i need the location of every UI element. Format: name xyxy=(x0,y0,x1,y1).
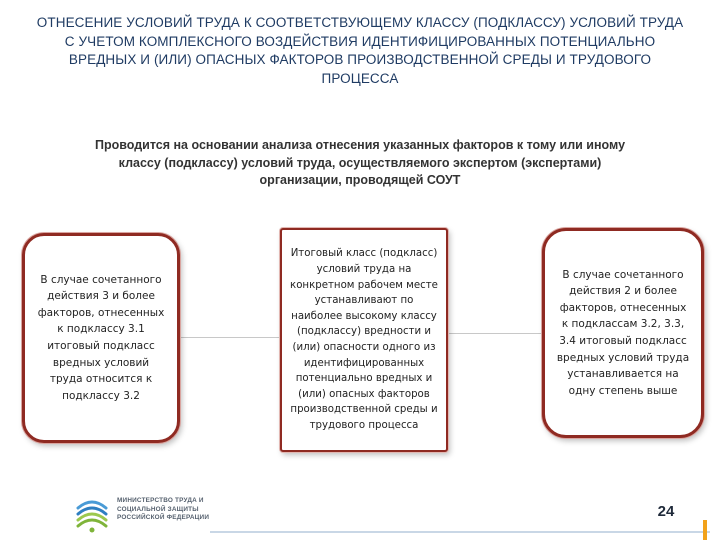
page-number: 24 xyxy=(657,503,675,520)
ministry-logo-icon xyxy=(72,492,112,534)
footer-divider xyxy=(210,531,710,533)
footer-accent xyxy=(703,520,707,540)
intro-text: Проводится на основании анализа отнесения указанных факторов к тому или иному классу (подклассу) условий труда, осуществляемого экспертом (экспертами) организации, проводящей СОУТ xyxy=(94,138,626,187)
ministry-name: МИНИСТЕРСТВО ТРУДА И СОЦИАЛЬНОЙ ЗАЩИТЫ РОССИЙСКОЙ ФЕДЕРАЦИИ xyxy=(117,497,210,522)
card-left xyxy=(22,233,180,443)
connector-line xyxy=(180,337,280,338)
card-center xyxy=(280,228,448,452)
card-right-text: В случае сочетанного действия 2 и более факторов, отнесенных к подклассам 3.2, 3.3, 3.4 итоговый подкласс вредных условий труда устанавливается на одну степень выше xyxy=(556,268,690,397)
card-center-text: Итоговый класс (подкласс) условий труда на конкретном рабочем месте устанавливают по наиболее высокому классу (подклассу) вредности и (или) опасности одного из идентифицированных потенциально вредных и (или) опасных факторов производственной среды и трудового процесса xyxy=(290,248,438,431)
card-left-text: В случае сочетанного действия 3 и более факторов, отнесенных к подклассу 3.1 итоговый подкласс вредных условий труда относится к подклассу 3.2 xyxy=(37,273,165,402)
slide-title: ОТНЕСЕНИЕ УСЛОВИЙ ТРУДА К СООТВЕТСТВУЮЩЕМУ КЛАССУ (ПОДКЛАССУ) УСЛОВИЙ ТРУДА С УЧЕТОМ КОМПЛЕКСНОГО ВОЗДЕЙСТВИЯ ИДЕНТИФИЦИРОВАННЫХ ПОТЕНЦИАЛЬНО ВРЕДНЫХ И (ИЛИ) ОПАСНЫХ ФАКТОРОВ ПРОИЗВОДСТВЕННОЙ СРЕДЫ И ТРУДОВОГО ПРОЦЕССА xyxy=(36,15,684,86)
card-right xyxy=(542,228,704,438)
connector-line xyxy=(448,333,542,334)
